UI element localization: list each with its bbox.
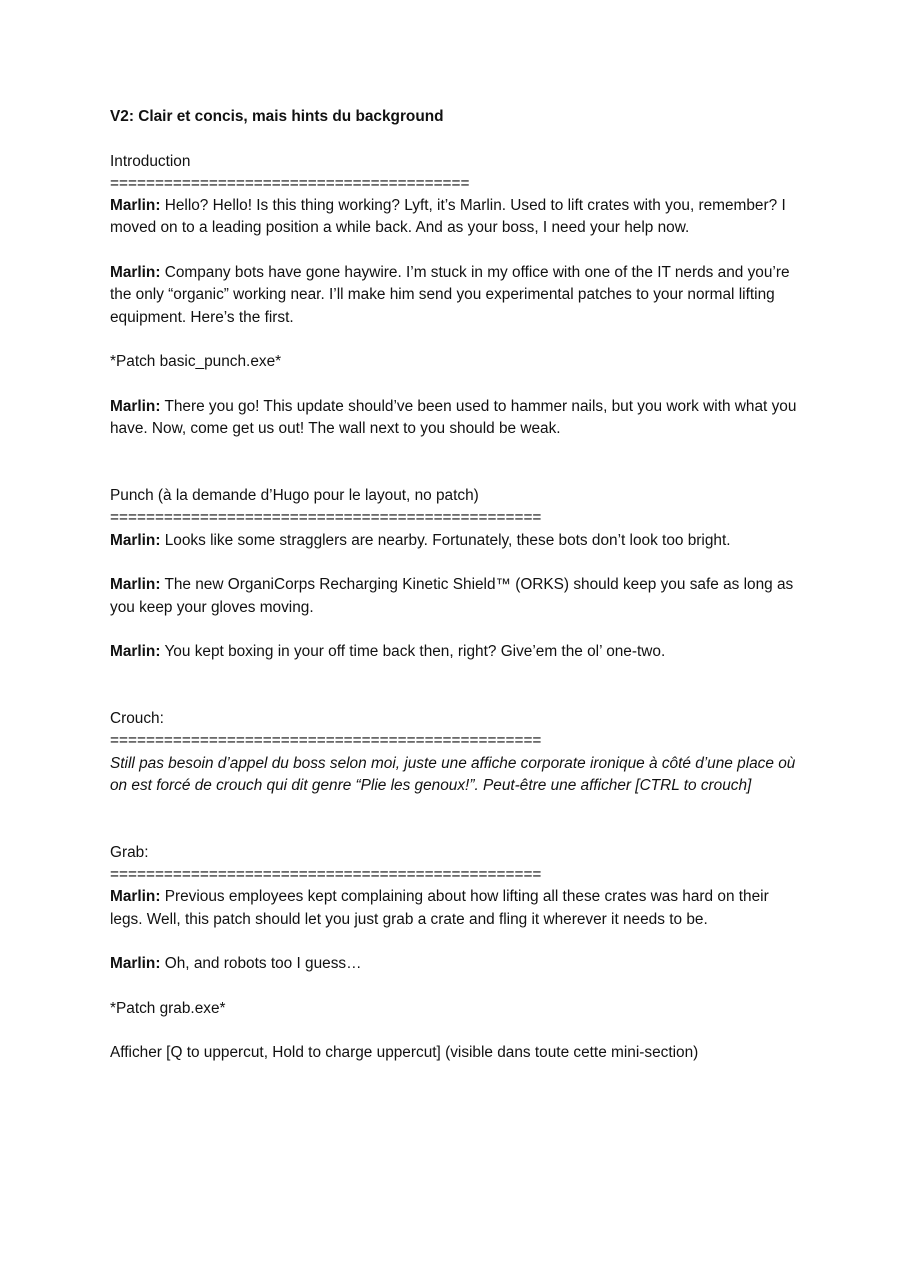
dialogue-text: You kept boxing in your off time back then, right? Give’em the ol’ one-two.	[164, 643, 666, 661]
dialogue-text: The new OrganiCorps Recharging Kinetic Shield™ (ORKS) should keep you safe as long as you keep your gloves moving.	[110, 576, 794, 616]
punch-heading: Punch (à la demande d’Hugo pour le layout, no patch)	[110, 487, 479, 505]
speaker-label: Marlin:	[110, 397, 161, 415]
dialogue-text: Looks like some stragglers are nearby. Fortunately, these bots don’t look too bright.	[164, 531, 731, 549]
dialogue-paragraph	[110, 953, 800, 975]
section-introduction	[110, 151, 800, 441]
dialogue-text: Company bots have gone haywire. I’m stuck in my office with one of the IT nerds and you’re the only “organic” working near. I’ll make him send you experimental patches to your normal lifting equipment. Here’s the first.	[110, 264, 790, 326]
grab-divider: ================================================	[110, 866, 542, 884]
dialogue-paragraph	[110, 641, 800, 663]
speaker-label: Marlin:	[110, 955, 161, 973]
dialogue-text: There you go! This update should’ve been used to hammer nails, but you work with what you have. Now, come get us out! The wall next to you should be weak.	[110, 397, 797, 438]
section-punch	[110, 485, 800, 663]
speaker-label: Marlin:	[110, 576, 161, 594]
speaker-label: Marlin:	[110, 197, 161, 215]
speaker-label: Marlin:	[110, 643, 161, 661]
speaker-label: Marlin:	[110, 264, 161, 282]
speaker-label: Marlin:	[110, 531, 161, 549]
dialogue-paragraph	[110, 195, 800, 240]
dialogue-paragraph	[110, 396, 800, 441]
dialogue-text: Previous employees kept complaining about how lifting all these crates was hard on their legs. Well, this patch should let you just grab a crate and fling it wherever it needs to be.	[110, 888, 769, 928]
crouch-heading: Crouch:	[110, 710, 164, 728]
introduction-heading: Introduction	[110, 152, 191, 170]
section-crouch	[110, 708, 800, 797]
crouch-divider: ================================================	[110, 732, 542, 750]
dialogue-paragraph	[110, 530, 800, 552]
dialogue-paragraph	[110, 262, 800, 329]
punch-divider: ================================================	[110, 509, 542, 527]
introduction-divider: ========================================	[110, 174, 470, 192]
dialogue-paragraph	[110, 886, 800, 931]
speaker-label: Marlin:	[110, 888, 161, 906]
patch-note: *Patch basic_punch.exe*	[110, 353, 282, 371]
doc-title: V2: Clair et concis, mais hints du background	[110, 108, 444, 125]
patch-note: *Patch grab.exe*	[110, 999, 226, 1017]
grab-heading: Grab:	[110, 843, 149, 861]
ui-note: Afficher [Q to uppercut, Hold to charge uppercut] (visible dans toute cette mini-section)	[110, 1044, 699, 1062]
section-grab	[110, 842, 800, 1065]
design-note: Still pas besoin d’appel du boss selon moi, juste une affiche corporate ironique à côté d’une place où on est forcé de crouch qui dit genre “Plie les genoux!”. Peut-être une afficher [CTRL to crouch]	[110, 754, 796, 794]
dialogue-text: Hello? Hello! Is this thing working? Lyft, it’s Marlin. Used to lift crates with you, remember? I moved on to a leading position a while back. And as your boss, I need your help now.	[110, 197, 786, 237]
dialogue-paragraph	[110, 574, 800, 619]
dialogue-text: Oh, and robots too I guess…	[164, 955, 362, 973]
